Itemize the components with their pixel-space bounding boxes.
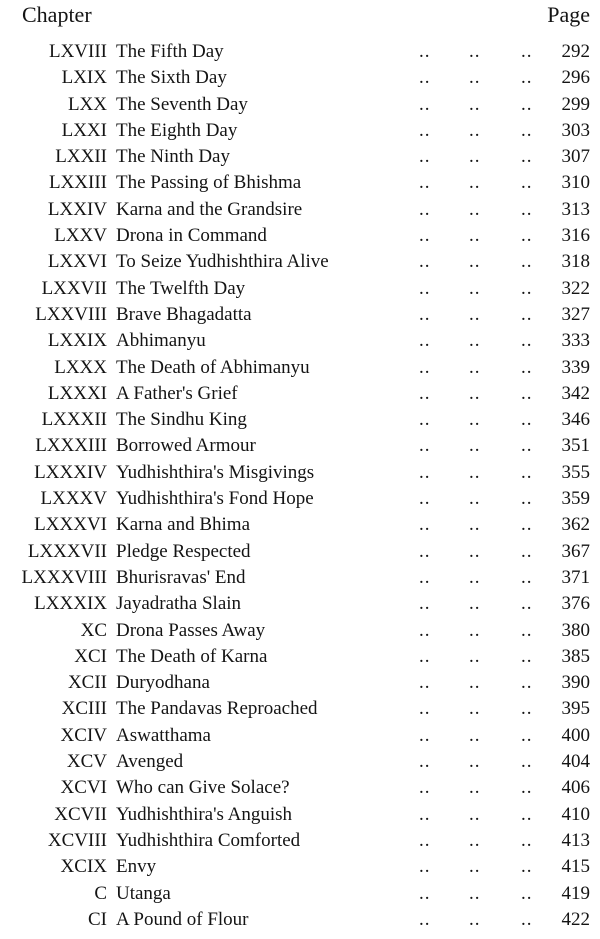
- page-number: 318: [561, 251, 590, 273]
- toc-row: [0, 696, 600, 722]
- dot-leader: ..: [469, 593, 481, 615]
- dot-leader: ..: [521, 488, 533, 510]
- dot-leader: ..: [521, 803, 533, 825]
- dot-leader: ..: [469, 119, 481, 141]
- dot-leader: ..: [419, 198, 431, 220]
- dot-leader: ..: [419, 225, 431, 247]
- dot-leader: ..: [469, 277, 481, 299]
- page-number: 310: [561, 172, 590, 194]
- chapter-number: LXXII: [55, 146, 107, 168]
- toc-row: [0, 854, 600, 880]
- chapter-title: Who can Give Solace?: [116, 777, 290, 799]
- dot-leader: ..: [521, 514, 533, 536]
- chapter-number: LXXVII: [41, 277, 107, 299]
- page-number: 351: [561, 435, 590, 457]
- chapter-title: The Sindhu King: [116, 409, 247, 431]
- dot-leader: ..: [419, 645, 431, 667]
- chapter-title: Avenged: [116, 751, 184, 773]
- page-number: 419: [561, 882, 590, 904]
- page-number: 404: [561, 751, 590, 773]
- chapter-title: Borrowed Armour: [116, 435, 256, 457]
- dot-leader: ..: [419, 593, 431, 615]
- toc-row: [0, 407, 600, 433]
- chapter-title: A Father's Grief: [116, 382, 238, 404]
- chapter-title: Bhurisravas' End: [116, 566, 246, 588]
- dot-leader: ..: [419, 277, 431, 299]
- dot-leader: ..: [521, 540, 533, 562]
- chapter-number: XCVII: [54, 803, 107, 825]
- toc-row: [0, 65, 600, 91]
- chapter-title: Yudhishthira's Anguish: [116, 803, 293, 825]
- chapter-number: XCIII: [61, 698, 107, 720]
- dot-leader: ..: [419, 619, 431, 641]
- chapter-title: Drona in Command: [116, 225, 267, 247]
- chapter-number: LXXXIII: [35, 435, 107, 457]
- dot-leader: ..: [521, 777, 533, 799]
- chapter-number: LXXXVIII: [21, 566, 107, 588]
- dot-leader: ..: [469, 303, 481, 325]
- dot-leader: ..: [419, 172, 431, 194]
- chapter-title: The Death of Karna: [116, 645, 268, 667]
- chapter-number: LXXXIX: [34, 593, 107, 615]
- toc-row: [0, 92, 600, 118]
- toc-row: [0, 433, 600, 459]
- dot-leader: ..: [419, 303, 431, 325]
- chapter-number: XC: [80, 619, 107, 641]
- chapter-title: Karna and Bhima: [116, 514, 251, 536]
- chapter-title: Karna and the Grandsire: [116, 198, 303, 220]
- dot-leader: ..: [469, 672, 481, 694]
- chapter-title: To Seize Yudhishthira Alive: [116, 251, 329, 273]
- chapter-number: LXXVI: [47, 251, 107, 273]
- dot-leader: ..: [419, 435, 431, 457]
- dot-leader: ..: [469, 645, 481, 667]
- toc-row: [0, 355, 600, 381]
- dot-leader: ..: [521, 751, 533, 773]
- dot-leader: ..: [419, 93, 431, 115]
- page-number: 395: [561, 698, 590, 720]
- dot-leader: ..: [521, 908, 533, 930]
- chapter-number: LXXV: [54, 225, 107, 247]
- dot-leader: ..: [521, 251, 533, 273]
- chapter-number: LXXIV: [47, 198, 107, 220]
- chapter-number: LXXXVII: [27, 540, 107, 562]
- page-number: 299: [561, 93, 590, 115]
- chapter-title: Yudhishthira's Misgivings: [116, 461, 315, 483]
- page-number: 406: [561, 777, 590, 799]
- dot-leader: ..: [521, 172, 533, 194]
- dot-leader: ..: [469, 461, 481, 483]
- toc-row: [0, 302, 600, 328]
- chapter-title: The Seventh Day: [116, 93, 248, 115]
- toc-row: [0, 591, 600, 617]
- dot-leader: ..: [419, 251, 431, 273]
- toc-row: [0, 644, 600, 670]
- toc-row: [0, 723, 600, 749]
- dot-leader: ..: [419, 382, 431, 404]
- chapter-number: LXXXV: [40, 488, 107, 510]
- chapter-number: LXXIII: [48, 172, 107, 194]
- dot-leader: ..: [419, 146, 431, 168]
- chapter-title: Utanga: [116, 882, 171, 904]
- page-number: 333: [561, 330, 590, 352]
- chapter-title: The Pandavas Reproached: [116, 698, 318, 720]
- toc-row: [0, 907, 600, 933]
- chapter-title: Brave Bhagadatta: [116, 303, 252, 325]
- toc-row: [0, 460, 600, 486]
- dot-leader: ..: [469, 882, 481, 904]
- chapter-title: A Pound of Flour: [116, 908, 249, 930]
- table-of-contents: [0, 39, 600, 933]
- dot-leader: ..: [469, 172, 481, 194]
- page-number: 355: [561, 461, 590, 483]
- chapter-title: The Sixth Day: [116, 67, 227, 89]
- page-number: 380: [561, 619, 590, 641]
- chapter-title: Drona Passes Away: [116, 619, 266, 641]
- dot-leader: ..: [419, 751, 431, 773]
- chapter-title: The Eighth Day: [116, 119, 238, 141]
- toc-row: [0, 565, 600, 591]
- dot-leader: ..: [469, 829, 481, 851]
- dot-leader: ..: [521, 829, 533, 851]
- dot-leader: ..: [469, 435, 481, 457]
- chapter-title: Envy: [116, 856, 157, 878]
- chapter-title: The Twelfth Day: [116, 277, 246, 299]
- chapter-title: The Passing of Bhishma: [116, 172, 302, 194]
- chapter-number: LXXXII: [41, 409, 107, 431]
- chapter-title: Yudhishthira Comforted: [116, 829, 301, 851]
- dot-leader: ..: [419, 540, 431, 562]
- toc-row: [0, 775, 600, 801]
- dot-leader: ..: [419, 67, 431, 89]
- dot-leader: ..: [521, 303, 533, 325]
- toc-row: [0, 881, 600, 907]
- dot-leader: ..: [521, 277, 533, 299]
- dot-leader: ..: [419, 488, 431, 510]
- chapter-number: XCV: [66, 751, 107, 773]
- toc-row: [0, 276, 600, 302]
- page-number: 339: [561, 356, 590, 378]
- dot-leader: ..: [521, 566, 533, 588]
- page-number: 400: [561, 724, 590, 746]
- dot-leader: ..: [419, 882, 431, 904]
- dot-leader: ..: [469, 198, 481, 220]
- toc-row: [0, 144, 600, 170]
- toc-row: [0, 486, 600, 512]
- dot-leader: ..: [469, 619, 481, 641]
- page-number: 415: [561, 856, 590, 878]
- dot-leader: ..: [521, 330, 533, 352]
- chapter-number: LXIX: [61, 67, 107, 89]
- toc-row: [0, 381, 600, 407]
- dot-leader: ..: [469, 856, 481, 878]
- dot-leader: ..: [419, 566, 431, 588]
- toc-row: [0, 539, 600, 565]
- dot-leader: ..: [521, 225, 533, 247]
- chapter-number: XCVIII: [47, 829, 107, 851]
- dot-leader: ..: [521, 698, 533, 720]
- chapter-number: LXXX: [54, 356, 107, 378]
- page-column-heading: Page: [547, 2, 590, 27]
- chapter-number: XCIX: [60, 856, 107, 878]
- dot-leader: ..: [521, 619, 533, 641]
- dot-leader: ..: [419, 777, 431, 799]
- dot-leader: ..: [469, 41, 481, 62]
- page-number: 322: [561, 277, 590, 299]
- toc-header: [0, 0, 600, 34]
- dot-leader: ..: [521, 409, 533, 431]
- chapter-number: LXXXVI: [34, 514, 107, 536]
- page-number: 362: [561, 514, 590, 536]
- dot-leader: ..: [521, 382, 533, 404]
- page-number: 296: [561, 67, 590, 89]
- dot-leader: ..: [469, 751, 481, 773]
- dot-leader: ..: [521, 356, 533, 378]
- dot-leader: ..: [419, 514, 431, 536]
- chapter-title: The Death of Abhimanyu: [116, 356, 310, 378]
- dot-leader: ..: [469, 225, 481, 247]
- page-number: 413: [561, 829, 590, 851]
- dot-leader: ..: [521, 146, 533, 168]
- chapter-number: XCIV: [60, 724, 107, 746]
- chapter-number: LXX: [67, 93, 107, 115]
- page-number: 307: [561, 146, 590, 168]
- dot-leader: ..: [521, 93, 533, 115]
- page-number: 313: [561, 198, 590, 220]
- dot-leader: ..: [469, 93, 481, 115]
- dot-leader: ..: [469, 777, 481, 799]
- dot-leader: ..: [469, 146, 481, 168]
- dot-leader: ..: [521, 645, 533, 667]
- chapter-title: The Fifth Day: [116, 41, 224, 62]
- page-number: 342: [561, 382, 590, 404]
- dot-leader: ..: [521, 198, 533, 220]
- dot-leader: ..: [521, 41, 533, 62]
- chapter-column-heading: Chapter: [22, 2, 92, 27]
- chapter-number: LXXXI: [47, 382, 107, 404]
- toc-row: [0, 197, 600, 223]
- chapter-title: Pledge Respected: [116, 540, 251, 562]
- dot-leader: ..: [469, 382, 481, 404]
- page-number: 385: [561, 645, 590, 667]
- dot-leader: ..: [521, 882, 533, 904]
- dot-leader: ..: [419, 330, 431, 352]
- toc-row: [0, 249, 600, 275]
- page-number: 422: [561, 908, 590, 930]
- dot-leader: ..: [521, 672, 533, 694]
- chapter-title: Abhimanyu: [116, 330, 206, 352]
- chapter-number: XCVI: [60, 777, 107, 799]
- dot-leader: ..: [419, 803, 431, 825]
- toc-row: [0, 39, 600, 65]
- dot-leader: ..: [469, 514, 481, 536]
- dot-leader: ..: [419, 856, 431, 878]
- dot-leader: ..: [521, 67, 533, 89]
- toc-row: [0, 749, 600, 775]
- dot-leader: ..: [469, 540, 481, 562]
- dot-leader: ..: [521, 593, 533, 615]
- dot-leader: ..: [469, 488, 481, 510]
- page-number: 367: [561, 540, 590, 562]
- page-number: 327: [561, 303, 590, 325]
- toc-row: [0, 670, 600, 696]
- dot-leader: ..: [419, 908, 431, 930]
- dot-leader: ..: [469, 409, 481, 431]
- chapter-number: LXXIX: [47, 330, 107, 352]
- page-number: 376: [561, 593, 590, 615]
- dot-leader: ..: [469, 566, 481, 588]
- chapter-number: LXXVIII: [35, 303, 107, 325]
- page-number: 390: [561, 672, 590, 694]
- chapter-number: LXXI: [61, 119, 107, 141]
- chapter-title: The Ninth Day: [116, 146, 230, 168]
- chapter-number: C: [94, 882, 107, 904]
- dot-leader: ..: [469, 803, 481, 825]
- dot-leader: ..: [419, 409, 431, 431]
- chapter-title: Duryodhana: [116, 672, 210, 694]
- page-number: 303: [561, 119, 590, 141]
- dot-leader: ..: [419, 672, 431, 694]
- dot-leader: ..: [469, 908, 481, 930]
- chapter-number: CI: [88, 908, 107, 930]
- chapter-number: LXXXIV: [34, 461, 107, 483]
- chapter-title: Yudhishthira's Fond Hope: [116, 488, 314, 510]
- dot-leader: ..: [521, 435, 533, 457]
- dot-leader: ..: [521, 461, 533, 483]
- dot-leader: ..: [521, 856, 533, 878]
- dot-leader: ..: [419, 356, 431, 378]
- toc-row: [0, 328, 600, 354]
- dot-leader: ..: [419, 461, 431, 483]
- dot-leader: ..: [521, 724, 533, 746]
- toc-row: [0, 118, 600, 144]
- chapter-number: XCI: [74, 645, 107, 667]
- chapter-number: XCII: [67, 672, 107, 694]
- page-number: 371: [561, 566, 590, 588]
- page-number: 292: [561, 41, 590, 62]
- dot-leader: ..: [469, 356, 481, 378]
- dot-leader: ..: [419, 829, 431, 851]
- page-number: 410: [561, 803, 590, 825]
- dot-leader: ..: [419, 41, 431, 62]
- dot-leader: ..: [521, 119, 533, 141]
- toc-row: [0, 170, 600, 196]
- toc-row: [0, 512, 600, 538]
- dot-leader: ..: [469, 330, 481, 352]
- dot-leader: ..: [419, 698, 431, 720]
- chapter-title: Aswatthama: [116, 724, 211, 746]
- toc-row: [0, 223, 600, 249]
- toc-row: [0, 828, 600, 854]
- chapter-title: Jayadratha Slain: [116, 593, 242, 615]
- toc-row: [0, 618, 600, 644]
- dot-leader: ..: [419, 724, 431, 746]
- page-number: 346: [561, 409, 590, 431]
- dot-leader: ..: [469, 724, 481, 746]
- dot-leader: ..: [469, 67, 481, 89]
- page-number: 359: [561, 488, 590, 510]
- page-number: 316: [561, 225, 590, 247]
- dot-leader: ..: [419, 119, 431, 141]
- toc-row: [0, 802, 600, 828]
- dot-leader: ..: [469, 698, 481, 720]
- chapter-number: LXVIII: [48, 41, 107, 62]
- dot-leader: ..: [469, 251, 481, 273]
